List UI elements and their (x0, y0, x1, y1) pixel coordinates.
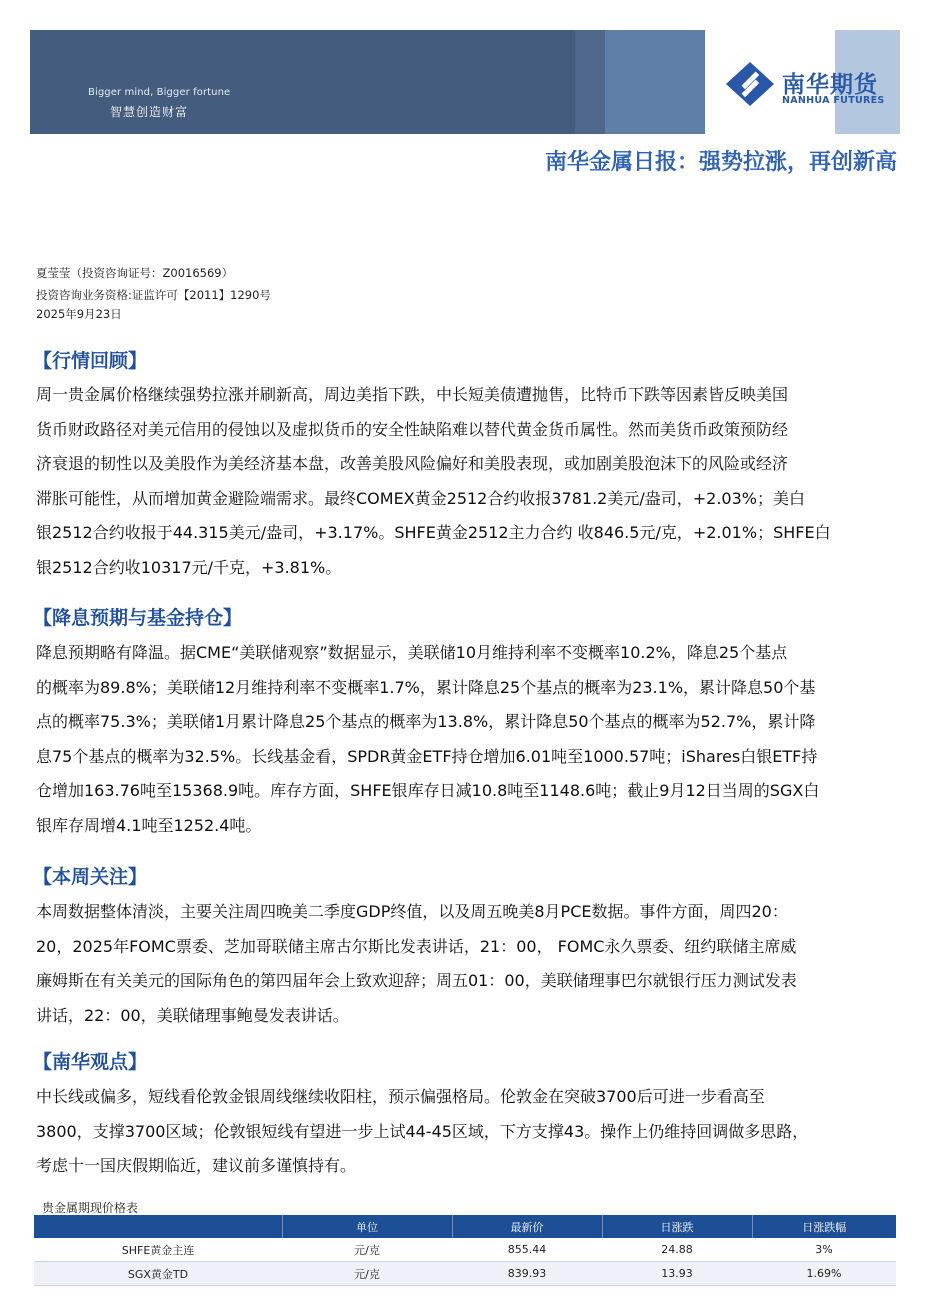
text-line: 周一贵金属价格继续强势拉涨并刷新高，周边美指下跌，中长短美债遭抛售，比特币下跌等因素皆反映美国 (36, 385, 789, 404)
text-line: 仓增加163.76吨至15368.9吨。库存方面，SHFE银库存日减10.8吨至1148.6吨；截止9月12日当周的SGX白 (36, 781, 820, 800)
report-title: 南华金属日报：强势拉涨，再创新高 (544, 150, 897, 175)
section-body-nanhua-view (36, 1080, 896, 1184)
section-body-weekly-focus (36, 895, 896, 1033)
column-header: 日涨跌幅 (752, 1215, 896, 1238)
table-cell: 13.93 (602, 1262, 752, 1286)
text-line: 息75个基点的概率为32.5%。长线基金看，SPDR黄金ETF持仓增加6.01吨至1000.57吨；iShares白银ETF持 (36, 746, 818, 766)
table-header-row (34, 1215, 896, 1238)
text-line: 3800，支撑3700区域；伦敦银短线有望进一步上试44-45区域，下方支撑43。操作上仍维持回调做多思路， (36, 1121, 809, 1141)
text-line: 银2512合约收报于44.315美元/盎司，+3.17%。SHFE黄金2512主力合约 收846.5元/克，+2.01%；SHFE白 (36, 523, 831, 542)
text-line: 中长线或偏多，短线看伦敦金银周线继续收阳柱，预示偏强格局。伦敦金在突破3700后可进一步看高至 (36, 1087, 765, 1106)
text-line: 本周数据整体清淡，主要关注周四晚美二季度GDP终值，以及周五晚美8月PCE数据。事件方面，周四20： (36, 902, 788, 921)
column-header (34, 1215, 282, 1238)
table-row (34, 1262, 896, 1286)
table-cell: 3% (752, 1238, 896, 1262)
header-banner (30, 30, 900, 134)
text-line: 银库存周增4.1吨至1252.4吨。 (36, 815, 262, 835)
table-row (34, 1238, 896, 1262)
slogan-english: Bigger mind, Bigger fortune (88, 87, 231, 98)
logo-text-chinese: 南华期货 (782, 72, 878, 98)
report-date: 2025年9月23日 (36, 307, 122, 321)
section-heading-market-review: 【行情回顾】 (33, 350, 148, 372)
text-line: 20，2025年FOMC票委、芝加哥联储主席古尔斯比发表讲话，21：00， FOMC永久票委、纽约联储主席威 (36, 936, 797, 956)
section-heading-weekly-focus: 【本周关注】 (33, 866, 148, 888)
banner-stripe (575, 30, 605, 134)
slogan-chinese: 智慧创造财富 (110, 105, 189, 119)
text-line: 讲话，22：00，美联储理事鲍曼发表讲话。 (36, 1005, 349, 1025)
table-cell: 元/克 (282, 1238, 452, 1262)
table-caption: 贵金属期现价格表 (42, 1201, 139, 1215)
text-line: 济衰退的韧性以及美股作为美经济基本盘，改善美股风险偏好和美股表现，或加剧美股泡沫下的风险或经济 (36, 454, 789, 473)
text-line: 廉姆斯在有关美元的国际角色的第四届年会上致欢迎辞；周五01：00，美联储理事巴尔就银行压力测试发表 (36, 971, 797, 990)
text-line: 考虑十一国庆假期临近，建议前多谨慎持有。 (36, 1156, 357, 1175)
table-cell: SHFE黄金主连 (34, 1238, 282, 1262)
author-line: 夏莹莹（投资咨询证号：Z0016569） (36, 266, 234, 280)
license-line: 投资咨询业务资格:证监许可【2011】1290号 (36, 288, 271, 302)
section-heading-nanhua-view: 【南华观点】 (33, 1051, 148, 1073)
section-body-rate-cut-expectations (36, 636, 896, 843)
text-line: 滞胀可能性，从而增加黄金避险端需求。最终COMEX黄金2512合约收报3781.2美元/盎司，+2.03%；美白 (36, 488, 805, 508)
table-cell: 24.88 (602, 1238, 752, 1262)
column-header: 日涨跌 (602, 1215, 752, 1238)
text-line: 银2512合约收10317元/千克，+3.81%。 (36, 557, 342, 577)
table-cell: 855.44 (452, 1238, 602, 1262)
logo-text-english: NANHUA FUTURES (782, 95, 885, 106)
column-header: 单位 (282, 1215, 452, 1238)
text-line: 货币财政路径对美元信用的侵蚀以及虚拟货币的安全性缺陷难以替代黄金货币属性。然而美货币政策预防经 (36, 419, 789, 439)
price-table (34, 1215, 896, 1286)
table-cell: 1.69% (752, 1262, 896, 1286)
section-body-market-review (36, 378, 896, 585)
text-line: 点的概率75.3%；美联储1月累计降息25个基点的概率为13.8%，累计降息50个基点的概率为52.7%，累计降 (36, 712, 816, 731)
text-line: 的概率为89.8%；美联储12月维持利率不变概率1.7%，累计降息25个基点的概率为23.1%，累计降息50个基 (36, 677, 816, 697)
column-header: 最新价 (452, 1215, 602, 1238)
text-line: 降息预期略有降温。据CME“美联储观察”数据显示，美联储10月维持利率不变概率10.2%，降息25个基点 (36, 643, 788, 662)
table-cell: 元/克 (282, 1262, 452, 1286)
banner-stripe (605, 30, 705, 134)
nanhua-logo-icon (726, 62, 774, 106)
table-cell: 839.93 (452, 1262, 602, 1286)
table-cell: SGX黄金TD (34, 1262, 282, 1286)
section-heading-rate-cut-expectations: 【降息预期与基金持仓】 (33, 607, 243, 629)
